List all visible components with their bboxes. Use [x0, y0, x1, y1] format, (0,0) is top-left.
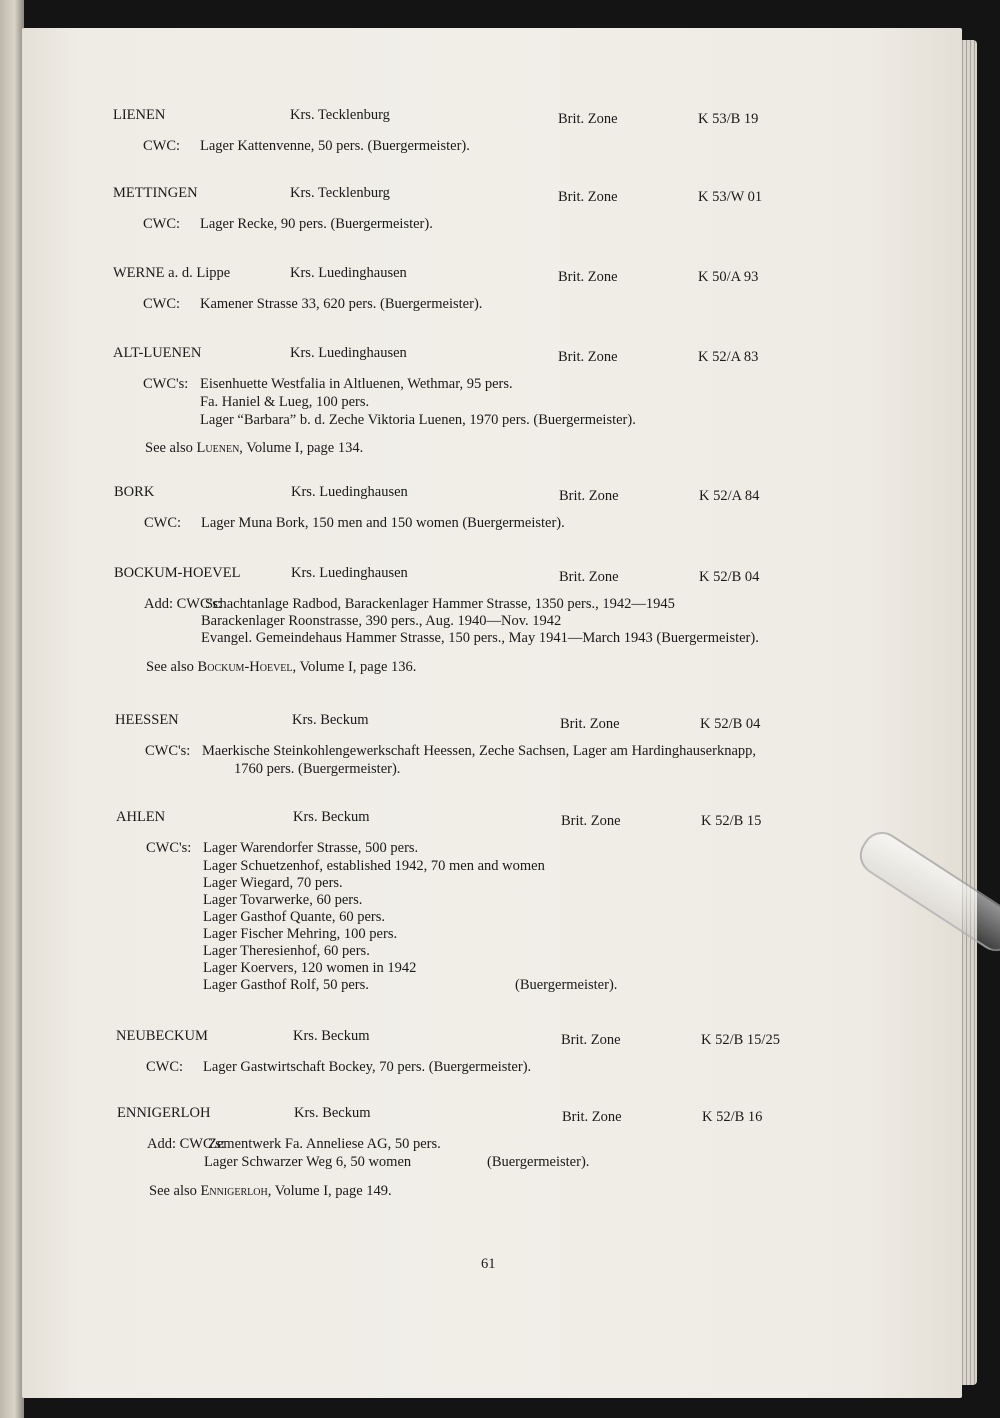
see-also-prefix: See also	[146, 659, 194, 675]
entry-detail-line: Lager Gasthof Quante, 60 pers.	[203, 909, 385, 925]
entry-zone: Brit. Zone	[561, 813, 621, 829]
entry-lead-label: CWC:	[143, 296, 181, 312]
entry-place: ENNIGERLOH	[117, 1105, 211, 1121]
entry-detail-line: Maerkische Steinkohlengewerkschaft Heessen, Zeche Sachsen, Lager am Hardinghauserknapp,	[202, 743, 757, 759]
entry-detail-line: 1760 pers. (Buergermeister).	[234, 761, 401, 777]
entry-lead-label: CWC's:	[145, 743, 191, 759]
entry-place: METTINGEN	[113, 185, 198, 201]
page-number: 61	[481, 1256, 496, 1272]
entry-grid-ref: K 50/A 93	[698, 269, 759, 285]
see-also-reference	[145, 439, 363, 457]
entry-detail-line: Barackenlager Roonstrasse, 390 pers., Aug. 1940—Nov. 1942	[201, 613, 562, 629]
entry-detail-line: Lager Gasthof Rolf, 50 pers.	[203, 977, 369, 993]
entry-lead-label: CWC's:	[143, 376, 189, 392]
entry-detail-line: Eisenhuette Westfalia in Altluenen, Wethmar, 95 pers.	[200, 376, 513, 392]
entry-zone: Brit. Zone	[559, 488, 619, 504]
see-also-volume-page: , Volume I, page 136.	[292, 659, 417, 675]
entry-detail-line: Schachtanlage Radbod, Barackenlager Hammer Strasse, 1350 pers., 1942—1945	[205, 596, 675, 612]
entry-place: ALT-LUENEN	[113, 345, 202, 361]
entry-zone: Brit. Zone	[558, 349, 618, 365]
entry-source-note: (Buergermeister).	[487, 1154, 590, 1170]
see-also-volume-page: , Volume I, page 134.	[239, 440, 364, 456]
entry-grid-ref: K 52/A 83	[698, 349, 759, 365]
see-also-place: Ennigerloh	[200, 1183, 268, 1199]
entry-lead-label: CWC:	[144, 515, 182, 531]
see-also-volume-page: , Volume I, page 149.	[267, 1183, 392, 1199]
entry-detail-line: Lager Tovarwerke, 60 pers.	[203, 892, 363, 908]
see-also-prefix: See also	[145, 440, 193, 456]
entry-grid-ref: K 52/B 15	[701, 813, 762, 829]
entry-lead-label: Add: CWC's:	[144, 596, 222, 612]
entry-place: BOCKUM-HOEVEL	[114, 565, 241, 581]
entry-detail-line: Lager “Barbara” b. d. Zeche Viktoria Luenen, 1970 pers. (Buergermeister).	[200, 412, 636, 428]
entry-detail-line: Lager Schuetzenhof, established 1942, 70 men and women	[203, 858, 545, 874]
entry-grid-ref: K 52/A 84	[699, 488, 760, 504]
entry-detail-line: Lager Theresienhof, 60 pers.	[203, 943, 370, 959]
entry-source-note: (Buergermeister).	[515, 977, 618, 993]
entry-grid-ref: K 52/B 04	[699, 569, 760, 585]
entry-district: Krs. Beckum	[293, 809, 370, 825]
entry-place: NEUBECKUM	[116, 1028, 208, 1044]
entry-zone: Brit. Zone	[558, 269, 618, 285]
entry-zone: Brit. Zone	[559, 569, 619, 585]
see-also-reference	[146, 658, 416, 676]
entry-detail-line: Lager Gastwirtschaft Bockey, 70 pers. (Buergermeister).	[203, 1059, 532, 1075]
entry-detail-line: Lager Muna Bork, 150 men and 150 women (Buergermeister).	[201, 515, 565, 531]
entry-place: WERNE a. d. Lippe	[113, 265, 231, 281]
see-also-reference	[149, 1182, 392, 1200]
entry-district: Krs. Tecklenburg	[290, 107, 390, 123]
entry-district: Krs. Beckum	[292, 712, 369, 728]
entry-detail-line: Lager Schwarzer Weg 6, 50 women	[204, 1154, 412, 1170]
entry-district: Krs. Tecklenburg	[290, 185, 390, 201]
entry-lead-label: CWC:	[146, 1059, 184, 1075]
entry-district: Krs. Beckum	[293, 1028, 370, 1044]
entry-district: Krs. Beckum	[294, 1105, 371, 1121]
entry-grid-ref: K 52/B 16	[702, 1109, 763, 1125]
entry-place: BORK	[114, 484, 155, 500]
entry-lead-label: CWC:	[143, 138, 181, 154]
entry-lead-label: CWC:	[143, 216, 181, 232]
see-also-place: Bockum-Hoevel	[197, 659, 293, 675]
entry-detail-line: Zementwerk Fa. Anneliese AG, 50 pers.	[208, 1136, 441, 1152]
entry-zone: Brit. Zone	[561, 1032, 621, 1048]
entry-detail-line: Fa. Haniel & Lueg, 100 pers.	[200, 394, 370, 410]
entry-detail-line: Lager Fischer Mehring, 100 pers.	[203, 926, 398, 942]
left-page-edge	[0, 0, 24, 1418]
see-also-place: Luenen	[196, 440, 240, 456]
entry-detail-line: Lager Recke, 90 pers. (Buergermeister).	[200, 216, 433, 232]
entry-lead-label: Add: CWC's:	[147, 1136, 225, 1152]
see-also-prefix: See also	[149, 1183, 197, 1199]
entry-district: Krs. Luedinghausen	[291, 484, 408, 500]
entry-grid-ref: K 52/B 04	[700, 716, 761, 732]
entry-detail-line: Lager Warendorfer Strasse, 500 pers.	[203, 840, 419, 856]
entry-district: Krs. Luedinghausen	[290, 265, 407, 281]
entry-place: AHLEN	[116, 809, 166, 825]
entry-district: Krs. Luedinghausen	[290, 345, 407, 361]
entry-zone: Brit. Zone	[560, 716, 620, 732]
entry-zone: Brit. Zone	[562, 1109, 622, 1125]
entry-grid-ref: K 53/B 19	[698, 111, 759, 127]
entry-detail-line: Lager Kattenvenne, 50 pers. (Buergermeister).	[200, 138, 470, 154]
entry-zone: Brit. Zone	[558, 111, 618, 127]
entry-place: HEESSEN	[115, 712, 179, 728]
entry-district: Krs. Luedinghausen	[291, 565, 408, 581]
entry-lead-label: CWC's:	[146, 840, 192, 856]
entry-detail-line: Kamener Strasse 33, 620 pers. (Buergermeister).	[200, 296, 483, 312]
entry-detail-line: Evangel. Gemeindehaus Hammer Strasse, 150 pers., May 1941—March 1943 (Buergermeister).	[201, 630, 759, 646]
entry-zone: Brit. Zone	[558, 189, 618, 205]
entry-grid-ref: K 53/W 01	[698, 189, 763, 205]
entry-grid-ref: K 52/B 15/25	[701, 1032, 780, 1048]
entry-place: LIENEN	[113, 107, 166, 123]
entry-detail-line: Lager Koervers, 120 women in 1942	[203, 960, 417, 976]
entry-detail-line: Lager Wiegard, 70 pers.	[203, 875, 343, 891]
